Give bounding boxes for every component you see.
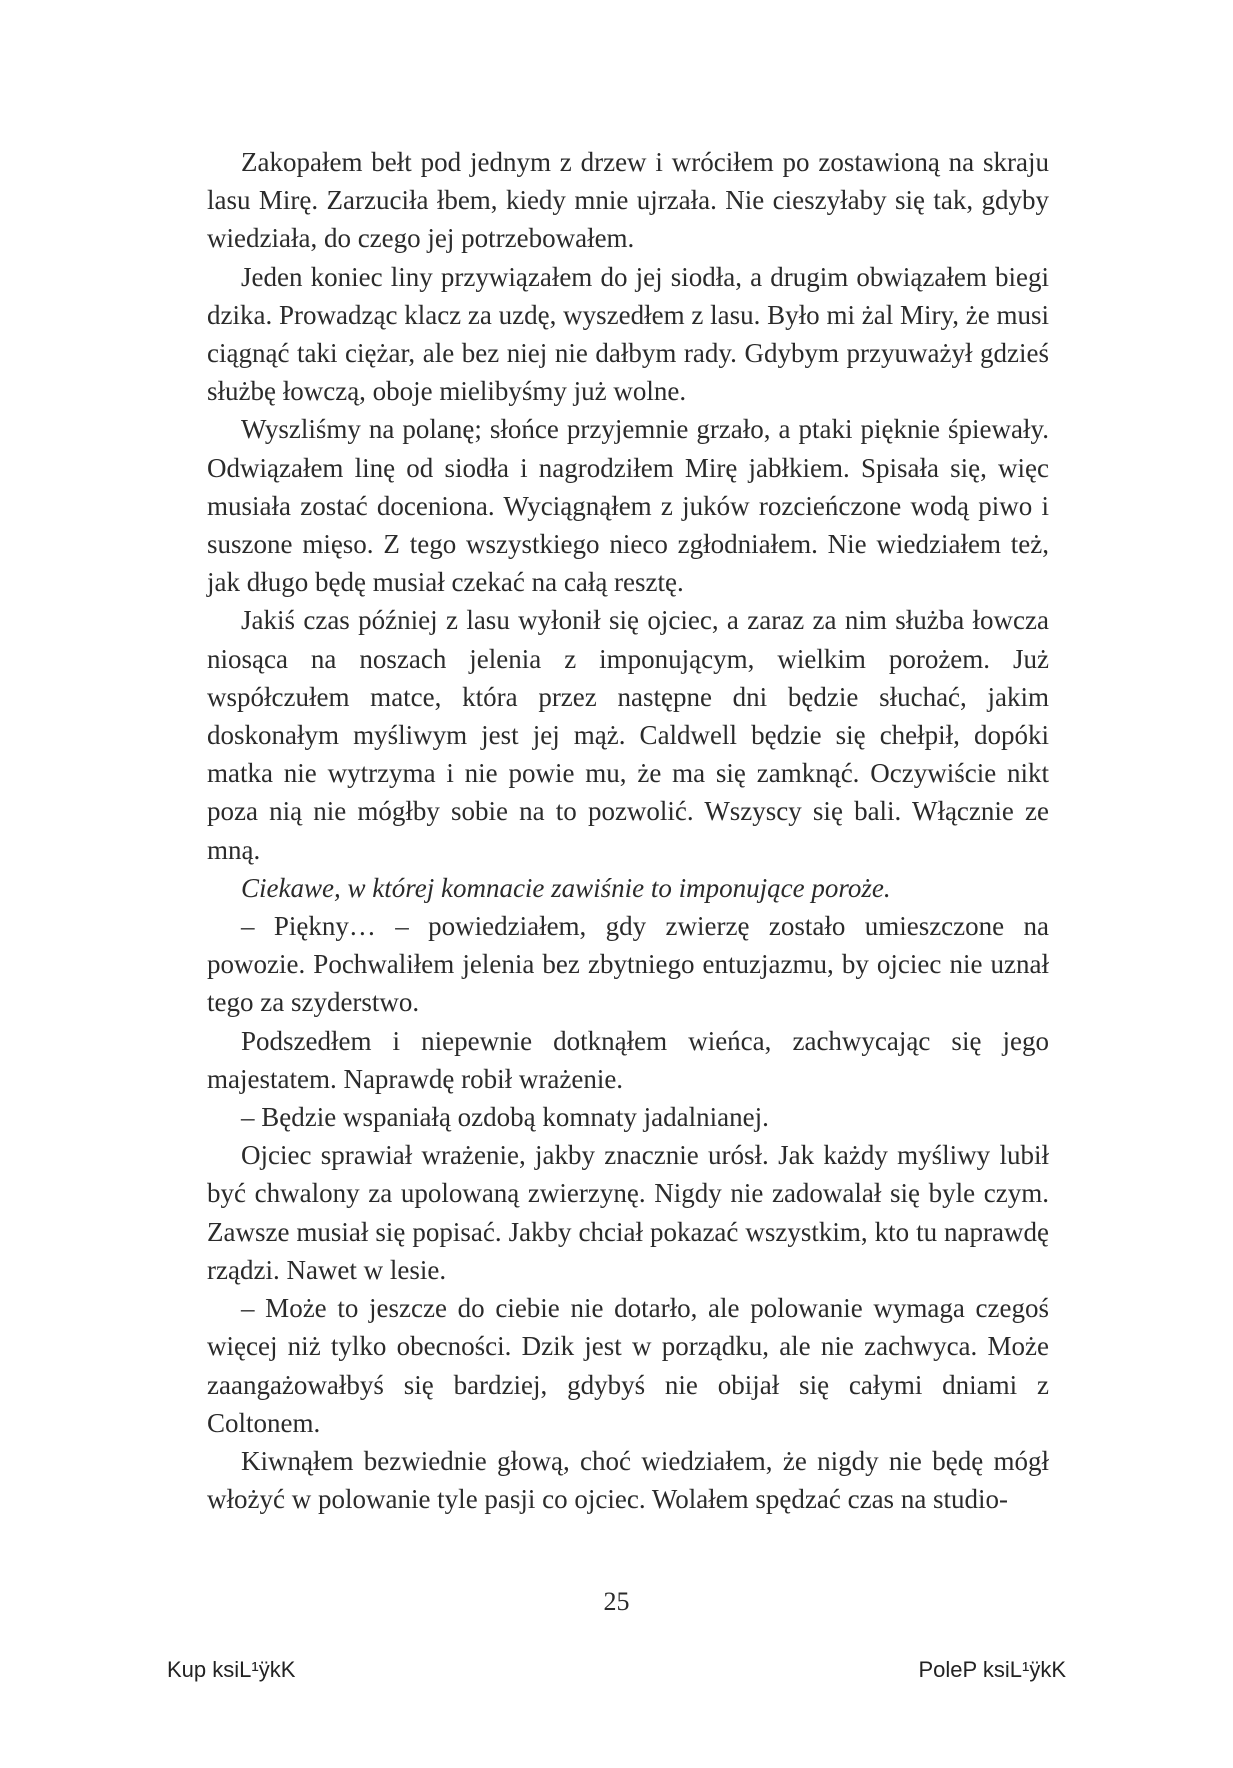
paragraph: Jakiś czas później z lasu wyłonił się ojciec, a zaraz za nim służba łowcza niosąca na noszach jelenia z imponującym, wielkim porożem. Już współczułem matce, która przez następne dni będzie słuchać, jakim doskonałym myśliwym jest jej mąż. Caldwell będzie się chełpił, dopóki matka nie wytrzyma i nie powie mu, że ma się zamknąć. Oczywiście nikt poza nią nie mógłby sobie na to pozwolić. Wszyscy się bali. Włącznie ze mną. xyxy=(207,605,1049,865)
page-number: 25 xyxy=(603,1587,630,1616)
paragraph: Jeden koniec liny przywiązałem do jej siodła, a drugim obwiązałem biegi dzika. Prowadząc klacz za uzdę, wyszedłem z lasu. Było mi żal Miry, że musi ciągnąć taki ciężar, ale bez niej nie dałbym rady. Gdybym przyuważył gdzieś służbę łowczą, oboje mielibyśmy już wolne. xyxy=(207,261,1049,407)
dialogue-paragraph: – Może to jeszcze do ciebie nie dotarło, ale polowanie wymaga czegoś więcej niż tylko obecności. Dzik jest w porządku, ale nie zachwyca. Może zaangażowałbyś się bardziej, gdybyś nie obijał się całymi dniami z Coltonem. xyxy=(207,1293,1049,1438)
recommend-book-link[interactable]: PoleP ksiL¹ÿkK xyxy=(918,1657,1066,1682)
buy-book-link[interactable]: Kup ksiL¹ÿkK xyxy=(167,1657,296,1682)
paragraph: Podszedłem i niepewnie dotknąłem wieńca, zachwycając się jego majestatem. Naprawdę robił wrażenie. xyxy=(207,1025,1049,1094)
paragraph: Ojciec sprawiał wrażenie, jakby znacznie urósł. Jak każdy myśliwy lubił być chwalony za upolowaną zwierzynę. Nigdy nie zadowalał się byle czym. Zawsze musiał się popisać. Jakby chciał pokazać wszystkim, kto tu naprawdę rządzi. Nawet w lesie. xyxy=(207,1140,1049,1285)
dialogue-paragraph: – Będzie wspaniałą ozdobą komnaty jadalnianej. xyxy=(241,1102,769,1133)
dialogue-paragraph: – Piękny… – powiedziałem, gdy zwierzę zostało umieszczone na powozie. Pochwaliłem jelenia bez zbytniego entuzjazmu, by ojciec nie uznał tego za szyderstwo. xyxy=(207,911,1049,1018)
italic-thought-paragraph: Ciekawe, w której komnacie zawiśnie to imponujące poroże. xyxy=(241,872,891,903)
paragraph: Kiwnąłem bezwiednie głową, choć wiedziałem, że nigdy nie będę mógł włożyć w polowanie tyle pasji co ojciec. Wolałem spędzać czas na studio- xyxy=(207,1445,1049,1515)
paragraph: Wyszliśmy na polanę; słońce przyjemnie grzało, a ptaki pięknie śpiewały. Odwiązałem linę od siodła i nagrodziłem Mirę jabłkiem. Spisała się, więc musiała zostać doceniona. Wyciągnąłem z juków rozcieńczone wodą piwo i suszone mięso. Z tego wszystkiego nieco zgłodniałem. Nie wiedziałem też, jak długo będę musiał czekać na całą resztę. xyxy=(207,414,1049,598)
page-body xyxy=(207,143,1049,1518)
paragraph: Zakopałem bełt pod jednym z drzew i wróciłem po zostawioną na skraju lasu Mirę. Zarzuciła łbem, kiedy mnie ujrzała. Nie cieszyłaby się tak, gdyby wiedziała, do czego jej potrzebowałem. xyxy=(207,147,1049,254)
